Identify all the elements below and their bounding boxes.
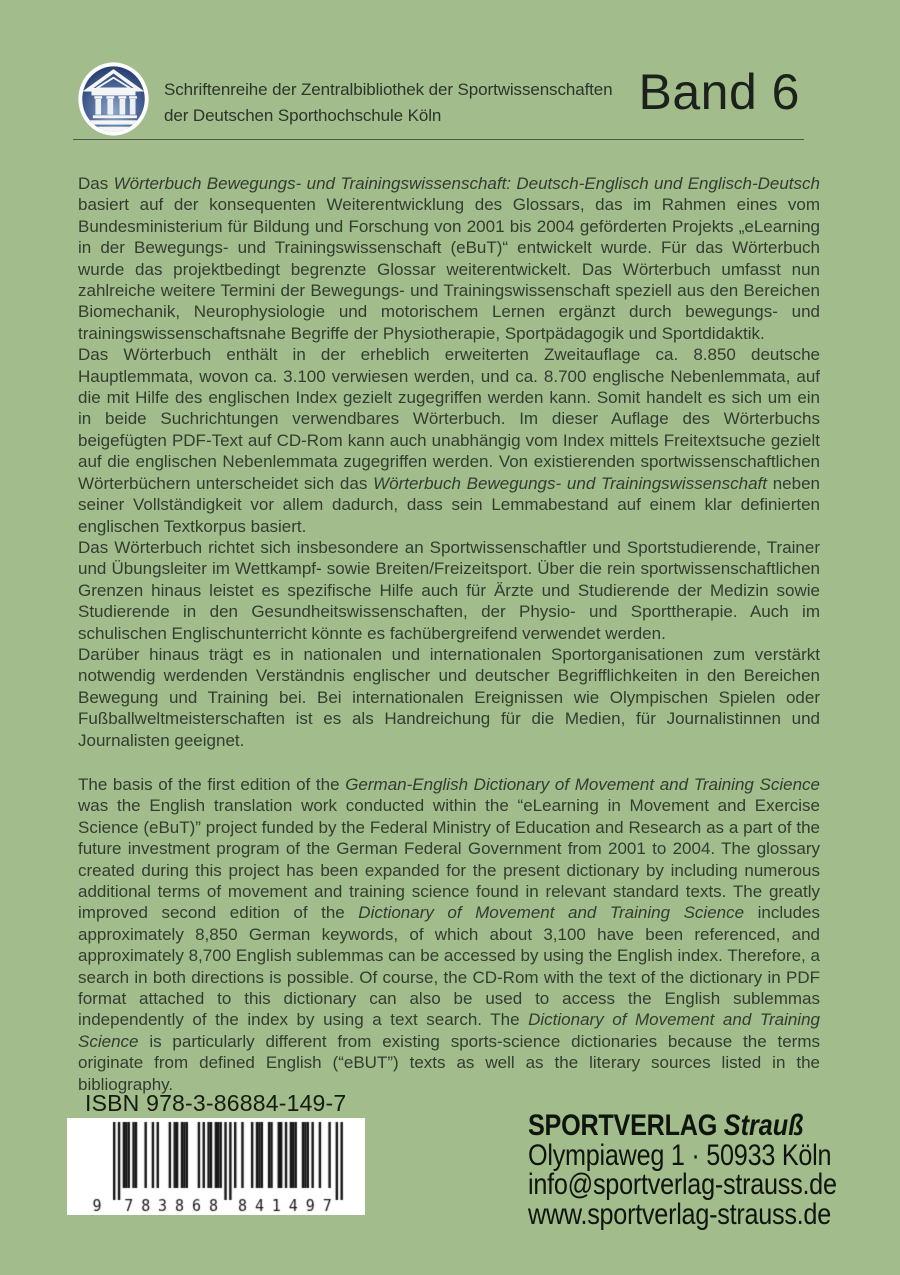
publisher-name-line — [528, 1111, 837, 1141]
library-temple-logo-icon — [78, 62, 149, 136]
german-paragraph-1: Das Wörterbuch Bewegungs- und Trainingswissenschaft: Deutsch-Englisch und Englisch-Deutsch basiert auf der konsequenten Weiterentwicklung des Glossars, das im Rahmen eines vom Bundesministerium für Bildung und Forschung von 2001 bis 2004 geförderten Projekts „eLearning in der Bewegungs- und Trainingswissenschaft (eBuT)“ entwickelt wurde. Für das Wörterbuch wurde das projektbedingt begrenzte Glossar weiterentwickelt. Das Wörterbuch umfasst nun zahlreiche weitere Termini der Bewegungs- und Trainingswissenschaft speziell aus den Bereichen Biomechanik, Neurophysiologie und motorischem Lernen ergänzt durch bewegungs- und trainingswissenschaftsnahe Begriffe der Physiotherapie, Sportpädagogik und Sportdidaktik. — [78, 174, 820, 343]
header-divider — [73, 139, 804, 140]
publisher-block — [528, 1111, 837, 1229]
blurb-text-block — [78, 173, 820, 1095]
publisher-name: SPORTVERLAG — [528, 1109, 718, 1142]
series-title-line2: der Deutschen Sporthochschule Köln — [164, 106, 442, 125]
publisher-name-suffix: Strauß — [723, 1109, 804, 1142]
volume-label: Band 6 — [638, 64, 800, 120]
publisher-email: info@sportverlag-strauss.de — [528, 1168, 837, 1201]
ean13-barcode — [85, 1120, 347, 1214]
series-title-line1: Schriftenreihe der Zentralbibliothek der Sportwissenschaften — [164, 80, 613, 99]
german-paragraph-2: Das Wörterbuch enthält in der erheblich erweiterten Zweitauflage ca. 8.850 deutsche Hauptlemmata, wovon ca. 3.100 verwiesen werden, und ca. 8.700 englische Nebenlemmata, auf die mit Hilfe des englischen Index gezielt zugegriffen werden kann. Somit handelt es sich um ein in beide Suchrichtungen verwendbares Wörterbuch. Im dieser Auflage des Wörterbuchs beigefügten PDF-Text auf CD-Rom kann auch unabhängig vom Index mittels Freitextsuche gezielt auf die englischen Nebenlemmata zugegriffen werden. Von existierenden sportwissenschaftlichen Wörterbüchern unterscheidet sich das Wörterbuch Bewegungs- und Trainingswissenschaft neben seiner Vollständigkeit vor allem dadurch, dass sein Lemmabestand auf einem klar definierten englischen Textkorpus basiert. — [78, 345, 820, 536]
german-paragraph-3: Das Wörterbuch richtet sich insbesondere an Sportwissenschaftler und Sportstudierende, Trainer und Übungsleiter im Wettkampf- sowie Breiten/Freizeitsport. Über die rein sportwissenschaftlichen Grenzen hinaus leistet es spezifische Hilfe auch für Ärzte und Studierende der Medizin sowie Studierende in den Gesundheitswissenschaften, der Physio- und Sporttherapie. Auch im schulischen Englischunterricht könnte es fachübergreifend verwendet werden. — [78, 537, 820, 643]
series-title — [164, 77, 613, 129]
barcode-panel — [67, 1118, 365, 1215]
publisher-website: www.sportverlag-strauss.de — [528, 1197, 831, 1231]
isbn-label: ISBN 978-3-86884-149-7 — [85, 1090, 347, 1116]
german-paragraph-4: Darüber hinaus trägt es in nationalen und internationalen Sportorganisationen zum verstärkt notwendig werdenden Verständnis englischer und deutscher Begrifflichkeiten in den Bereichen Bewegung und Training bei. Bei internationalen Ereignissen wie Olympischen Spielen oder Fußballweltmeisterschaften ist es als Handreichung für die Medien, für Journalistinnen und Journalisten geeignet. — [78, 644, 820, 750]
publisher-address: Olympiaweg 1 · 50933 Köln — [528, 1138, 832, 1172]
english-paragraph: The basis of the first edition of the German-English Dictionary of Movement and Training Science was the English translation work conducted within the “eLearning in Movement and Exercise Science (eBuT)” project funded by the Federal Ministry of Education and Research as a part of the future investment program of the German Federal Government from 2001 to 2004. The glossary created during this project has been expanded for the present dictionary by including numerous additional terms of movement and training science found in relevant standard texts. The greatly improved second edition of the Dictionary of Movement and Training Science includes approximately 8,850 German keywords, of which about 3,100 have been referenced, and approximately 8,700 English sublemmas can be accessed by using the English index. Therefore, a search in both directions is possible. Of course, the CD-Rom with the text of the dictionary in PDF format attached to this dictionary can also be used to access the English sublemmas independently of the index by using a text search. The Dictionary of Movement and Training Science is particularly different from existing sports-science dictionaries because the terms originate from defined English (“eBUT”) texts as well as the literary sources listed in the bibliography. — [78, 774, 820, 1094]
